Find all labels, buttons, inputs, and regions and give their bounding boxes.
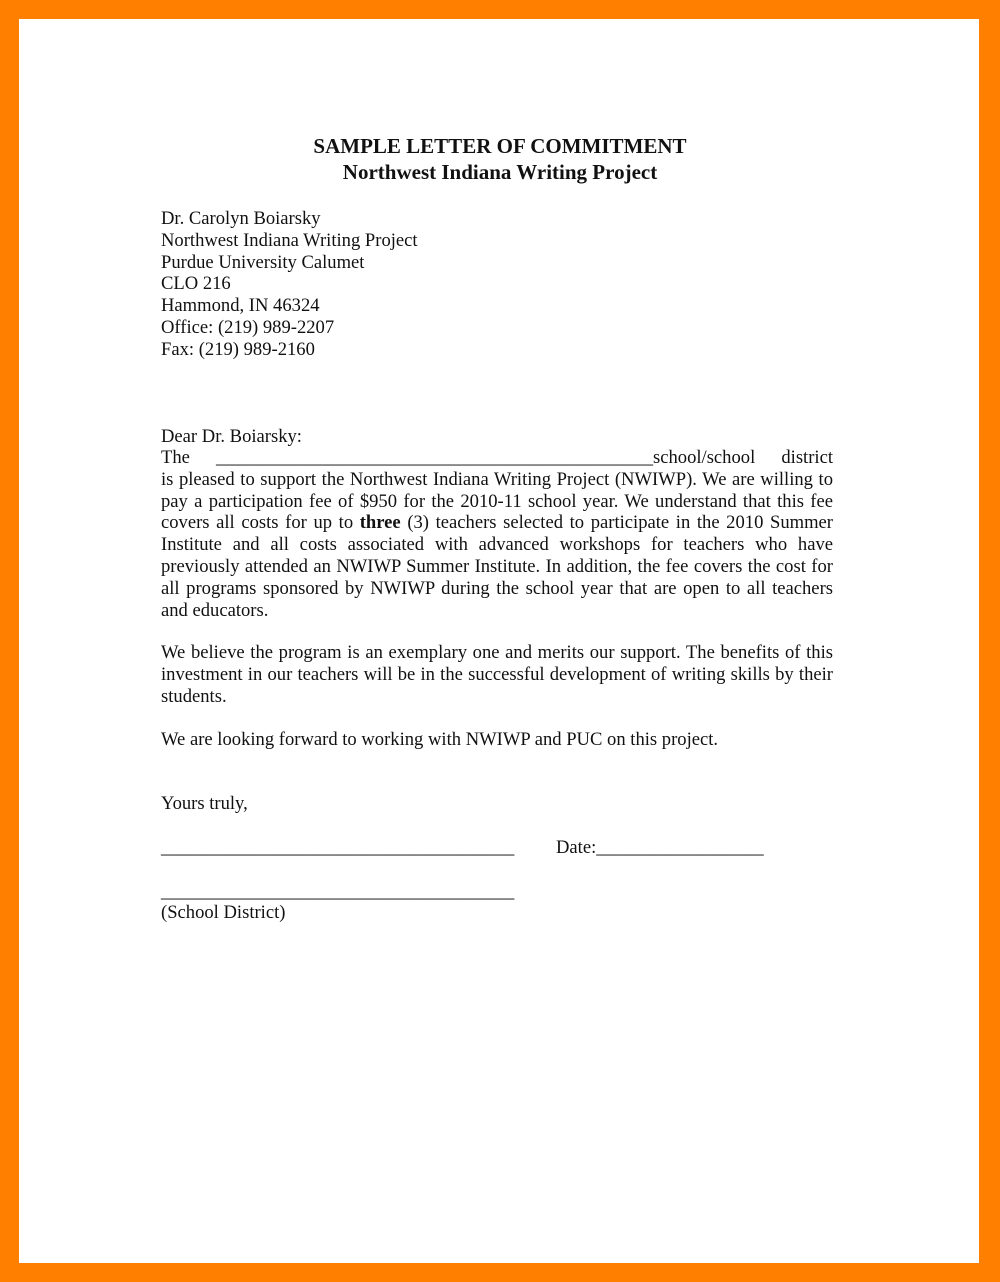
paragraph-2 bbox=[161, 642, 833, 707]
address-line: Fax: (219) 989-2160 bbox=[161, 339, 315, 360]
paragraph-line: previously attended an NWIWP Summer Institute. In addition, the fee covers the cost for bbox=[161, 555, 833, 577]
paragraph-line: investment in our teachers will be in the successful development of writing skills by their bbox=[161, 663, 833, 685]
address-line: Dr. Carolyn Boiarsky bbox=[161, 208, 321, 229]
text-fragment: covers all costs for up to bbox=[161, 512, 360, 534]
school-district-blank: _______________________________________________ bbox=[216, 447, 653, 468]
district-label: (School District) bbox=[161, 902, 286, 923]
address-line: Purdue University Calumet bbox=[161, 252, 365, 273]
paragraph-3: We are looking forward to working with NWIWP and PUC on this project. bbox=[161, 729, 719, 750]
paragraph-line: is pleased to support the Northwest Indiana Writing Project (NWIWP). We are willing to bbox=[161, 468, 833, 490]
address-line: Northwest Indiana Writing Project bbox=[161, 230, 418, 251]
paragraph-line bbox=[161, 447, 833, 469]
paragraph-line bbox=[161, 512, 833, 534]
salutation: Dear Dr. Boiarsky: bbox=[161, 426, 302, 447]
text-fragment: school/school district bbox=[652, 447, 833, 468]
date-field[interactable] bbox=[556, 837, 764, 859]
paragraph-line: students. bbox=[161, 685, 227, 707]
paragraph-line: We believe the program is an exemplary one and merits our support. The benefits of this bbox=[161, 642, 833, 663]
closing: Yours truly, bbox=[161, 793, 248, 814]
date-label: Date: bbox=[556, 837, 597, 858]
address-line: CLO 216 bbox=[161, 273, 231, 294]
letter-subtitle: Northwest Indiana Writing Project bbox=[342, 160, 658, 184]
paragraph-line: pay a participation fee of $950 for the 2010-11 school year. We understand that this fee bbox=[161, 490, 833, 512]
paragraph-line: and educators. bbox=[161, 599, 269, 621]
emphasis-three: three bbox=[359, 512, 401, 534]
paragraph-line: all programs sponsored by NWIWP during the school year that are open to all teachers bbox=[161, 577, 833, 599]
letter-title: SAMPLE LETTER OF COMMITMENT bbox=[313, 134, 687, 158]
address-line: Hammond, IN 46324 bbox=[161, 295, 320, 316]
date-blank[interactable]: __________________ bbox=[596, 837, 764, 858]
text-fragment: (3) teachers selected to participate in the 2010 Summer bbox=[400, 512, 833, 534]
address-line: Office: (219) 989-2207 bbox=[161, 317, 335, 338]
paragraph-1 bbox=[161, 447, 833, 621]
district-line[interactable]: ______________________________________ bbox=[161, 881, 515, 902]
paragraph-line: Institute and all costs associated with advanced workshops for teachers who have bbox=[161, 534, 833, 556]
signature-line[interactable]: ______________________________________ bbox=[161, 837, 515, 858]
text-fragment: The bbox=[161, 447, 190, 468]
